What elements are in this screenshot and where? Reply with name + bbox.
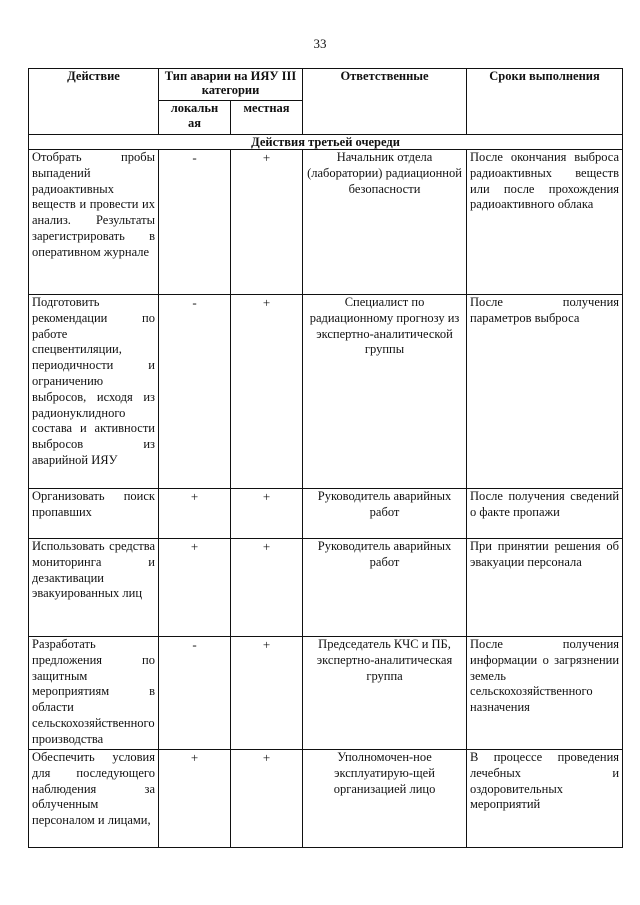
header-responsible: Ответственные	[303, 69, 467, 135]
row-local-site-mark: +	[231, 295, 303, 489]
row-action: Разработать предложения по защитным мероприятиям в области сельскохозяйственного производства	[29, 637, 159, 750]
row-action: Использовать средства мониторинга и дезактивации эвакуированных лиц	[29, 539, 159, 637]
row-local-site-mark: +	[231, 150, 303, 295]
page-number: 33	[313, 36, 327, 51]
header-local-line-1: локальн	[170, 101, 219, 115]
row-responsible: Руководитель аварийных работ	[303, 539, 467, 637]
row-action: Организовать поиск пропавших	[29, 489, 159, 539]
row-deadline: После получения сведений о факте пропажи	[467, 489, 623, 539]
table-row	[29, 750, 623, 848]
row-local-mark: -	[159, 295, 231, 489]
row-local-site-mark: +	[231, 750, 303, 848]
row-responsible: Председатель КЧС и ПБ, экспертно-аналитическая группа	[303, 637, 467, 750]
row-deadline: После получения параметров выброса	[467, 295, 623, 489]
row-local-mark: +	[159, 489, 231, 539]
row-responsible: Специалист по радиационному прогнозу из экспертно-аналитической группы	[303, 295, 467, 489]
row-deadline: После получения информации о загрязнении земель сельскохозяйственного назначения	[467, 637, 623, 750]
row-local-mark: -	[159, 150, 231, 295]
row-deadline: В процессе проведения лечебных и оздоровительных мероприятий	[467, 750, 623, 848]
table-row	[29, 637, 623, 750]
row-responsible: Уполномочен-ное эксплуатирую-щей организацией лицо	[303, 750, 467, 848]
header-row-1	[29, 69, 623, 101]
row-local-mark: +	[159, 539, 231, 637]
row-deadline: При принятии решения об эвакуации персонала	[467, 539, 623, 637]
actions-table	[28, 68, 623, 848]
header-action: Действие	[29, 69, 159, 135]
header-deadline: Сроки выполнения	[467, 69, 623, 135]
row-local-mark: -	[159, 637, 231, 750]
row-deadline: После окончания выброса радиоактивных веществ или после прохождения радиоактивного облака	[467, 150, 623, 295]
section-row	[29, 135, 623, 150]
row-action: Подготовить рекомендации по работе спецвентиляции, периодичности и ограничению выбросов, исходя из радионуклидного состава и активности выбросов из аварийной ИЯУ	[29, 295, 159, 489]
header-local-line-2: ая	[187, 116, 201, 130]
row-action: Обеспечить условия для последующего наблюдения за облученным персоналом и лицами,	[29, 750, 159, 848]
row-responsible: Начальник отдела (лаборатории) радиационной безопасности	[303, 150, 467, 295]
table-row	[29, 295, 623, 489]
row-local-site-mark: +	[231, 539, 303, 637]
section-title: Действия третьей очереди	[29, 135, 623, 150]
table-row	[29, 539, 623, 637]
table-row	[29, 489, 623, 539]
row-local-mark: +	[159, 750, 231, 848]
header-local	[159, 101, 231, 135]
header-accident-type: Тип аварии на ИЯУ III категории	[159, 69, 303, 101]
row-local-site-mark: +	[231, 637, 303, 750]
row-local-site-mark: +	[231, 489, 303, 539]
header-local-site: местная	[231, 101, 303, 135]
row-action: Отобрать пробы выпадений радиоактивных веществ и провести их анализ. Результаты зарегистрировать в оперативном журнале	[29, 150, 159, 295]
table-row	[29, 150, 623, 295]
row-responsible: Руководитель аварийных работ	[303, 489, 467, 539]
